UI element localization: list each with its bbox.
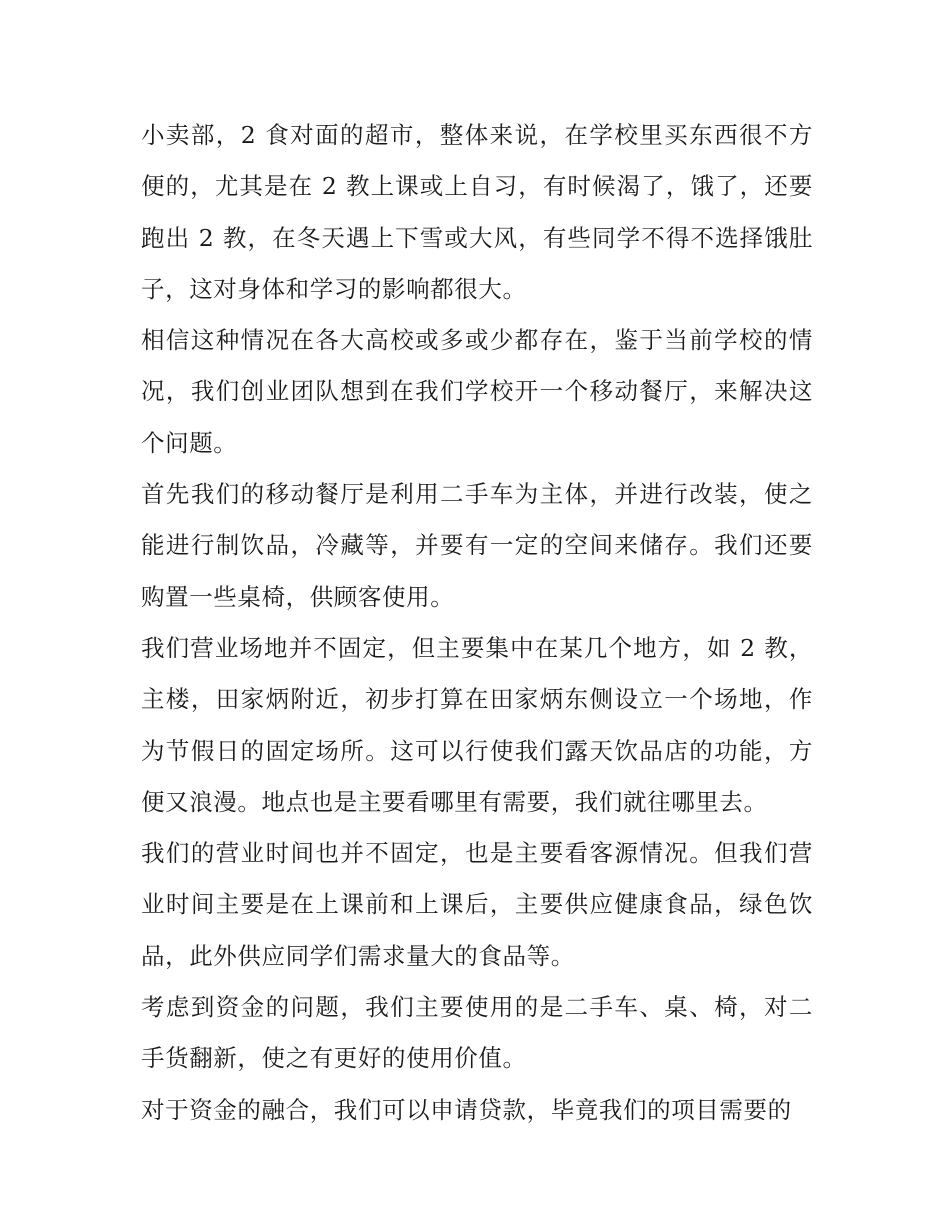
paragraph-6: 考虑到资金的问题，我们主要使用的是二手车、桌、椅，对二手货翻新，使之有更好的使用价值。 — [141, 993, 813, 1073]
paragraph-7: 对于资金的融合，我们可以申请贷款，毕竟我们的项目需要的 — [141, 1095, 792, 1124]
paragraph-5: 我们的营业时间也并不固定，也是主要看客源情况。但我们营业时间主要是在上课前和上课后，主要供应健康食品，绿色饮品，此外供应同学们需求量大的食品等。 — [141, 839, 813, 970]
document-body — [141, 110, 813, 1136]
paragraph-3: 首先我们的移动餐厅是利用二手车为主体，并进行改装，使之能进行制饮品，冷藏等，并要有一定的空间来储存。我们还要购置一些桌椅，供顾客使用。 — [141, 480, 813, 611]
paragraph-2: 相信这种情况在各大高校或多或少都存在，鉴于当前学校的情况，我们创业团队想到在我们学校开一个移动餐厅，来解决这个问题。 — [141, 326, 813, 457]
paragraph-4: 我们营业场地并不固定，但主要集中在某几个地方，如 2 教，主楼，田家炳附近，初步打算在田家炳东侧设立一个场地，作为节假日的固定场所。这可以行使我们露天饮品店的功能，方便又浪漫。地点也是主要看哪里有需要，我们就往哪里去。 — [141, 633, 813, 816]
paragraph-1: 小卖部，2 食对面的超市，整体来说，在学校里买东西很不方便的，尤其是在 2 教上课或上自习，有时候渴了，饿了，还要跑出 2 教，在冬天遇上下雪或大风，有些同学不得不选择饿肚子，这对身体和学习的影响都很大。 — [141, 121, 813, 303]
